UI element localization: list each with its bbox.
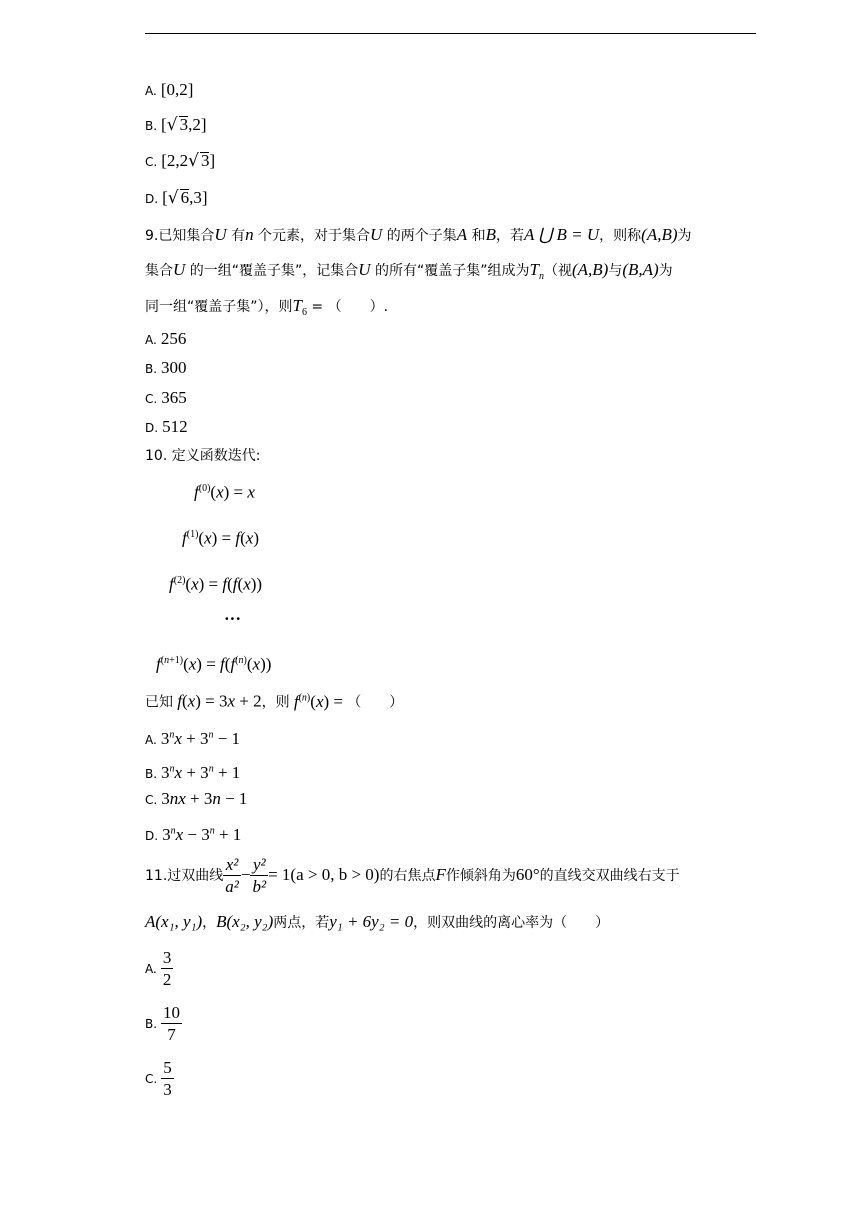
math: T: [292, 296, 302, 315]
math: B(x₂, y₂): [216, 912, 274, 931]
q10-option-d: [145, 821, 241, 846]
fraction: [161, 948, 174, 991]
subscript: 6: [301, 306, 307, 318]
fraction-y2-b2: [250, 855, 268, 898]
math: (A,B): [571, 260, 609, 279]
math: (B,A): [622, 260, 659, 279]
text: ，则称: [599, 228, 642, 244]
denominator: b²: [252, 876, 267, 896]
math: T: [529, 260, 539, 279]
option-value: 3nx + 3n − 1: [161, 789, 248, 808]
text: ，: [202, 915, 217, 931]
q11-stem-line1: [145, 852, 680, 899]
header-rule: [145, 33, 756, 34]
q9-option-a: [145, 329, 186, 350]
fraction-x2-a2: [223, 855, 241, 898]
denominator: 2: [162, 969, 172, 989]
math: y₁ + 6y₂ = 0: [329, 912, 414, 931]
math: U: [214, 225, 227, 244]
math-ask: $f^{(n)}(x)$ =: [293, 691, 348, 711]
math: A ⋃ B = U: [524, 225, 600, 244]
math: (A,B): [641, 225, 678, 244]
text: 为: [677, 228, 692, 244]
math-given: f(x) = 3x + 2: [177, 691, 262, 711]
radicand: 3: [179, 115, 189, 134]
subscript: n: [538, 270, 544, 282]
denominator: 7: [167, 1024, 176, 1044]
q9-option-d: [145, 417, 188, 438]
text: 的右焦点: [379, 868, 436, 884]
text: 个元素，对于集合: [253, 228, 371, 244]
math-prefix: [2,2: [161, 151, 189, 170]
q10-f2: $f^{(2)}(x) = f(f(x))$: [169, 574, 263, 594]
radical-sign: √: [188, 151, 199, 171]
text: 10. 定义函数迭代:: [145, 448, 261, 464]
numerator: 10: [163, 1002, 181, 1022]
denominator: a²: [225, 876, 239, 896]
option-label: A.: [145, 333, 157, 347]
math-suffix: ,2]: [188, 115, 207, 134]
option-label: C.: [145, 392, 158, 406]
q9-stem-line3: [145, 296, 388, 323]
math: U: [370, 225, 383, 244]
radicand: 3: [200, 151, 210, 170]
option-value: $3^nx + 3^n - 1$: [160, 728, 241, 748]
option-value: 256: [160, 329, 187, 348]
math: = 1(a > 0, b > 0): [268, 865, 380, 884]
option-label: A.: [145, 732, 157, 747]
math: A: [456, 225, 468, 244]
option-label: D.: [145, 828, 159, 843]
option-label: C.: [145, 1072, 158, 1086]
q10-option-a: [145, 725, 240, 750]
option-label: D.: [145, 421, 159, 435]
text: 已知: [145, 694, 173, 711]
q8-option-b: [145, 115, 206, 136]
text: 已知集合: [158, 228, 215, 244]
q10-given: [145, 688, 403, 713]
text: （ ）: [347, 694, 404, 711]
numerator: x²: [223, 855, 241, 876]
option-value: 365: [161, 388, 187, 407]
option-label: C.: [145, 155, 158, 169]
option-label: B.: [145, 362, 158, 376]
option-value: 512: [162, 417, 188, 436]
q9-option-b: [145, 358, 187, 379]
text: 同一组“覆盖子集”），则: [145, 299, 293, 315]
q10-option-b: [145, 759, 240, 784]
q11-option-a: [145, 947, 173, 991]
text: 为: [658, 263, 673, 279]
question-number: 9.: [145, 228, 159, 244]
fraction: [161, 1003, 182, 1046]
math: U: [173, 260, 186, 279]
numerator: 5: [163, 1057, 172, 1077]
text: ，若: [496, 228, 525, 244]
q11-option-b: [145, 1002, 182, 1046]
option-label: B.: [145, 766, 158, 781]
math: A(x₁, y₁): [145, 912, 203, 931]
radical-sign: √: [167, 188, 179, 208]
minus-sign: −: [240, 865, 251, 884]
numerator: y²: [250, 855, 268, 876]
q8-option-d: [145, 188, 208, 209]
math-prefix: [: [161, 115, 167, 134]
question-number: 11.: [145, 868, 168, 884]
q11-stem-line2: [145, 912, 609, 933]
option-value: 300: [161, 358, 187, 377]
option-value: [0,2]: [160, 80, 194, 99]
text: 两点，若: [273, 915, 330, 931]
text: = （ ）.: [306, 299, 389, 315]
math-suffix: ,3]: [189, 188, 208, 207]
math-suffix: ]: [209, 151, 216, 170]
text: 与: [608, 263, 623, 279]
text: 的所有“覆盖子集”组成为: [370, 263, 530, 279]
text: ，则: [261, 694, 290, 711]
q10-fn1: $f^{(n+1)}(x) = f(f^{(n)}(x))$: [156, 654, 272, 674]
option-label: A.: [145, 962, 157, 976]
text: ，则双曲线的离心率为（ ）: [413, 915, 610, 931]
option-label: D.: [145, 192, 159, 206]
q10-dots: ···: [224, 609, 242, 628]
math: 60°: [515, 865, 540, 884]
denominator: 3: [163, 1079, 172, 1099]
math: U: [358, 260, 371, 279]
text: 过双曲线: [167, 868, 224, 884]
q10-option-c: [145, 789, 247, 810]
math: F: [435, 865, 446, 884]
option-label: B.: [145, 119, 158, 133]
text: 和: [467, 228, 486, 244]
text: 的一组“覆盖子集”，记集合: [185, 263, 359, 279]
option-value: $3^nx + 3^n + 1$: [161, 762, 241, 782]
q11-option-c: [145, 1057, 174, 1101]
numerator: 3: [162, 947, 172, 967]
text: 的两个子集: [382, 228, 457, 244]
text: 作倾斜角为: [445, 868, 516, 884]
q9-stem-line1: [145, 225, 692, 246]
text: （视: [543, 263, 572, 279]
q10-f0: $f^{(0)}(x) = x$: [194, 482, 255, 502]
q8-option-a: [145, 80, 193, 101]
option-label: B.: [145, 1017, 158, 1031]
radicand: 6: [180, 188, 190, 207]
math: n: [245, 225, 254, 244]
fraction: [161, 1058, 174, 1101]
option-label: A.: [145, 84, 157, 98]
q9-option-c: [145, 388, 187, 409]
option-value: $3^nx - 3^n + 1$: [162, 824, 242, 844]
radical-sign: √: [166, 115, 178, 135]
text: 的直线交双曲线右支于: [539, 868, 680, 884]
q8-option-c: [145, 151, 215, 172]
text: 有: [226, 228, 246, 244]
q10-title: [145, 446, 260, 466]
q10-f1: $f^{(1)}(x) = f(x)$: [182, 528, 259, 548]
math-prefix: [: [162, 188, 168, 207]
math: B: [485, 225, 497, 244]
q9-stem-line2: [145, 260, 673, 287]
text: 集合: [145, 263, 173, 279]
option-label: C.: [145, 793, 158, 807]
